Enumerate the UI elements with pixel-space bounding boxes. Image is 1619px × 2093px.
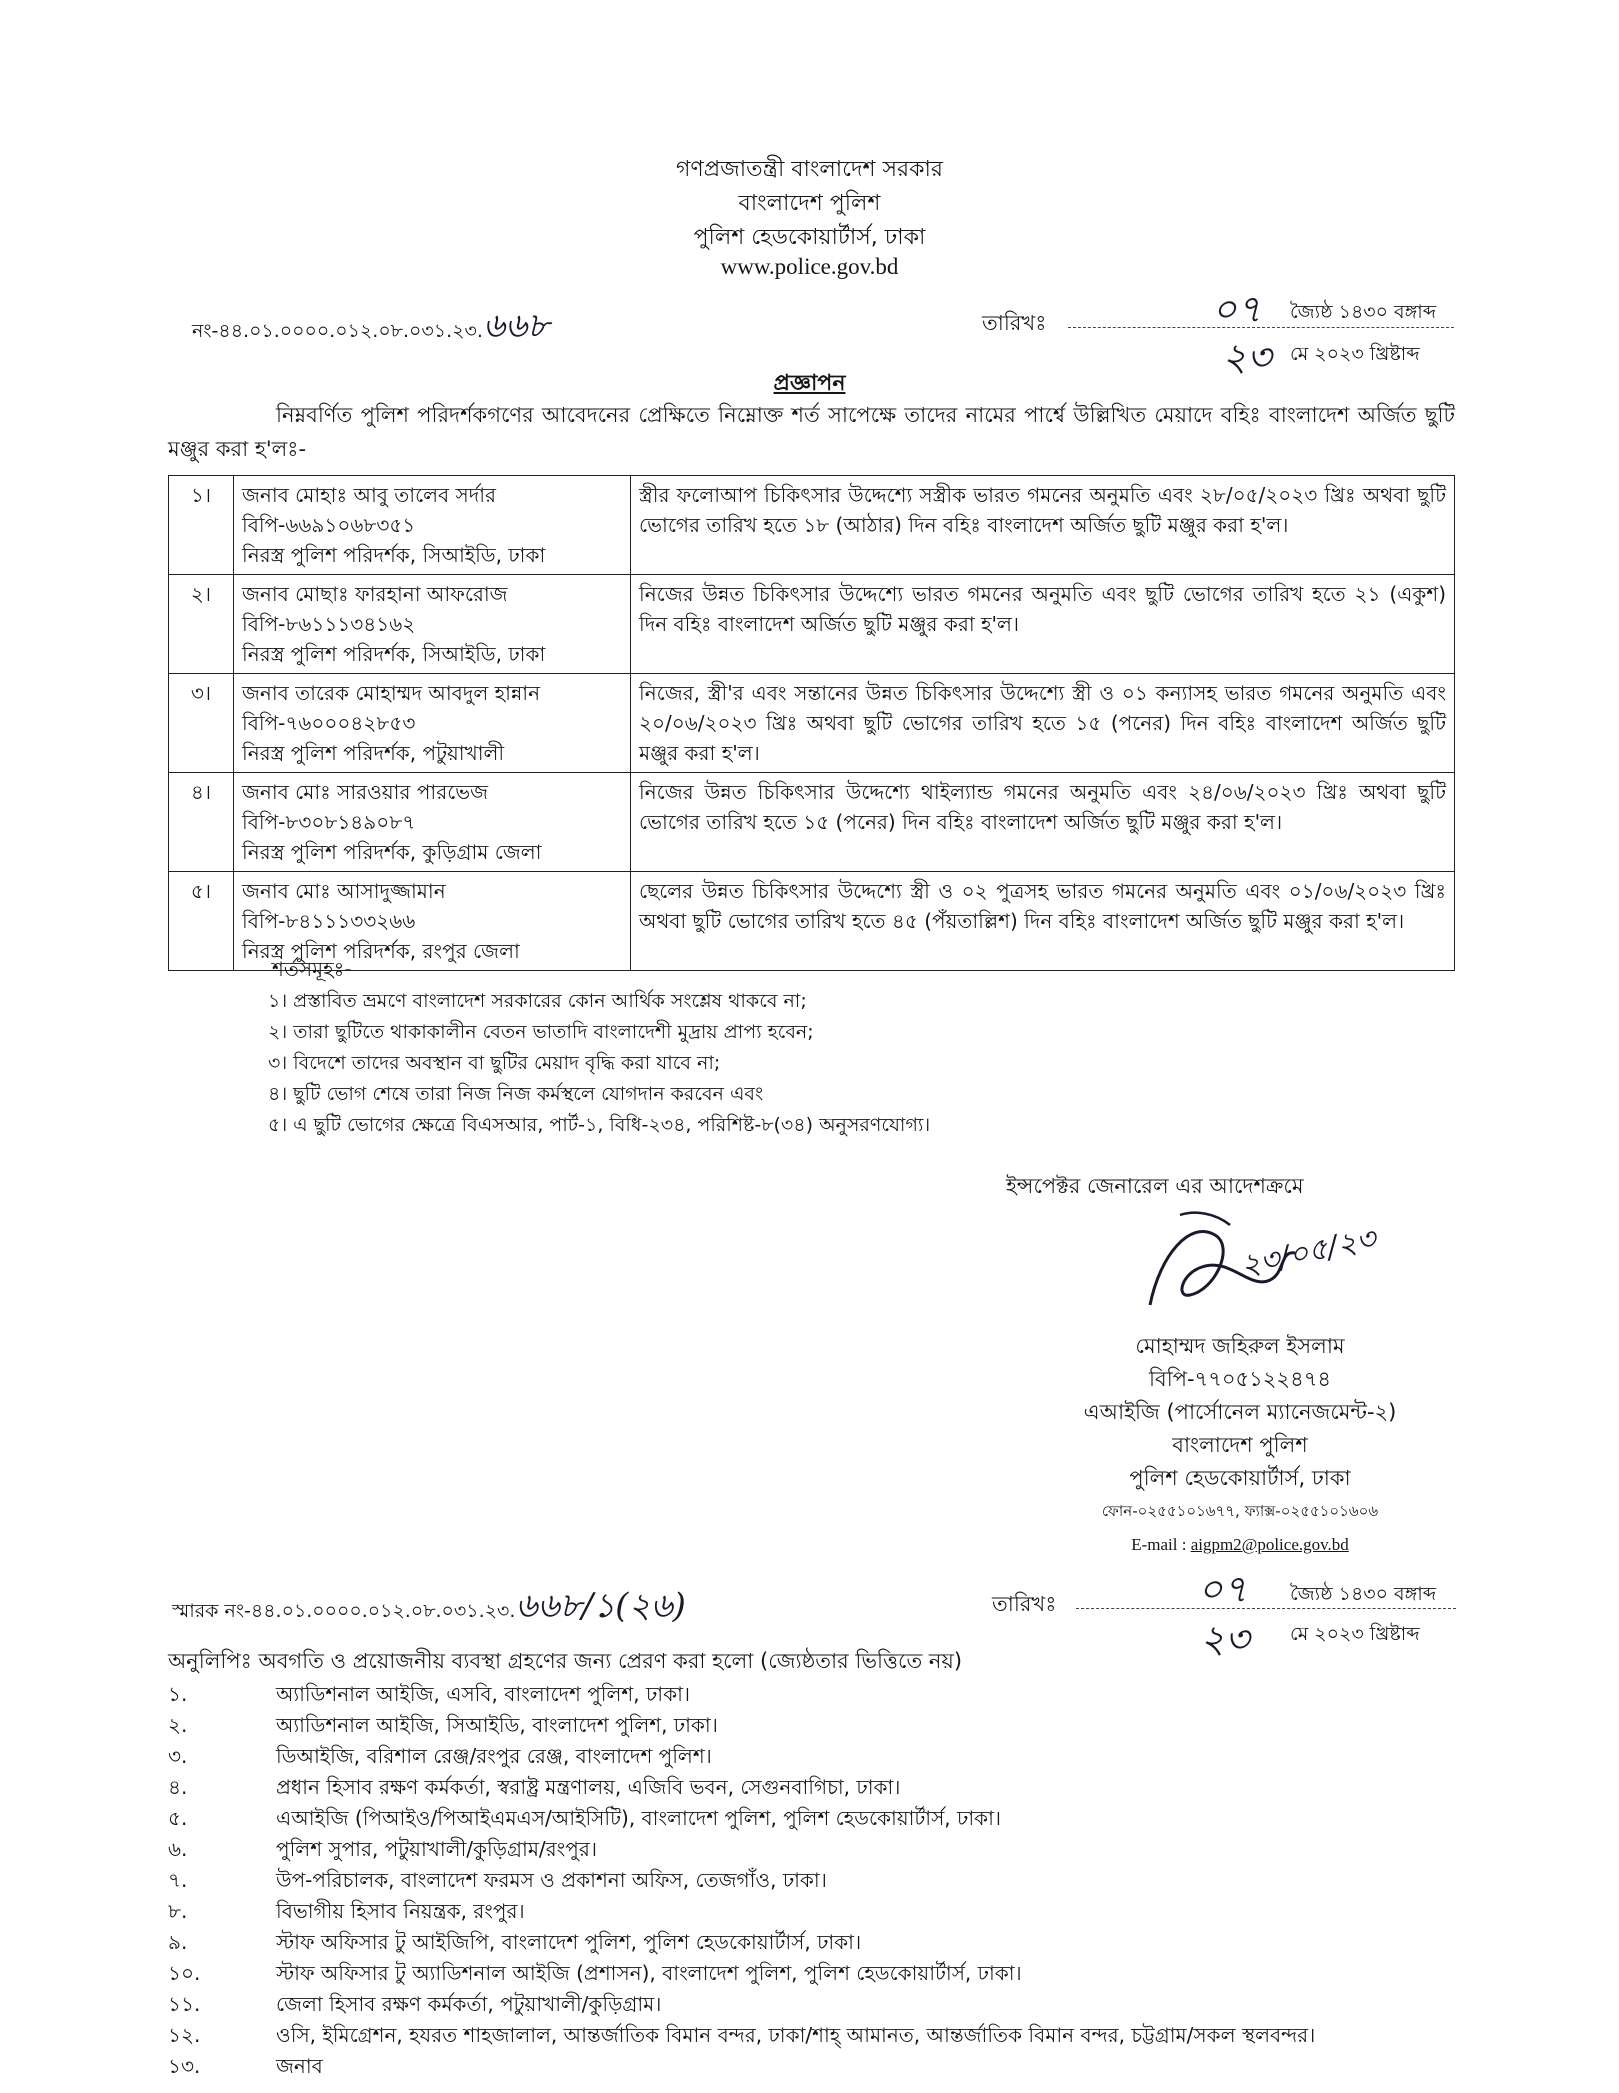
english-date-suffix: মে ২০২৩ খ্রিষ্টাব্দ xyxy=(1290,343,1420,365)
recipient-text: জনাব xyxy=(276,2054,323,2078)
recipient-item xyxy=(168,2052,323,2085)
recipient-number: ১৩. xyxy=(168,2054,201,2078)
recipient-item xyxy=(168,2021,1315,2054)
header-office: পুলিশ হেডকোয়ার্টার্স, ঢাকা xyxy=(693,225,926,250)
recipient-item xyxy=(168,1742,712,1775)
recipient-item xyxy=(168,1897,525,1930)
condition-item: ৩। বিদেশে তাদের অবস্থান বা ছুটির মেয়াদ বৃদ্ধি করা যাবে না; xyxy=(268,1052,721,1074)
recipient-number: ৯. xyxy=(168,1930,188,1954)
recipient-text: ডিআইজি, বরিশাল রেঞ্জ/রংপুর রেঞ্জ, বাংলাদেশ পুলিশ। xyxy=(276,1744,712,1768)
date-label: তারিখঃ xyxy=(982,311,1047,335)
condition-item: ১। প্রস্তাবিত ভ্রমণে বাংলাদেশ সরকারের কোন আর্থিক সংশ্লেষ থাকবে না; xyxy=(268,990,807,1012)
recipient-item xyxy=(168,1866,827,1899)
recipient-number: ১. xyxy=(168,1682,188,1706)
copy-memo-prefix: স্মারক নং-৪৪.০১.০০০০.০১২.০৮.০৩১.২৩. xyxy=(172,1600,516,1622)
condition-item: ৫। এ ছুটি ভোগের ক্ষেত্রে বিএসআর, পার্ট-১, বিধি-২৩৪, পরিশিষ্ট-৮(৩৪) অনুসরণযোগ্য। xyxy=(268,1114,931,1136)
recipient-item xyxy=(168,1804,1001,1837)
officer-name: জনাব মোঃ সারওয়ার পারভেজ xyxy=(242,780,489,804)
officer-cell xyxy=(234,674,631,773)
memo-number-handwritten: ৬৬৮ xyxy=(482,306,550,346)
officer-cell xyxy=(234,476,631,575)
leave-description: ছেলের উন্নত চিকিৎসার উদ্দেশ্যে স্ত্রী ও ০২ পুত্রসহ ভারত গমনের অনুমতি এবং ০১/০৬/২০২৩ খ্রিঃ অথবা ছুটি ভোগের তারিখ হতে ৪৫ (পঁয়তাল্লিশ) দিন বহিঃ বাংলাদেশ অর্জিত ছুটি মঞ্জুর করা হ'ল। xyxy=(631,872,1455,971)
conditions-heading: শর্তসমূহঃ- xyxy=(272,957,352,981)
email-link[interactable]: aigpm2@police.gov.bd xyxy=(1190,1535,1349,1554)
officer-cell xyxy=(234,575,631,674)
table-row xyxy=(169,872,1455,971)
recipient-number: ৩. xyxy=(168,1744,188,1768)
copy-english-date-suffix: মে ২০২৩ খ্রিষ্টাব্দ xyxy=(1290,1623,1420,1645)
recipient-item xyxy=(168,1711,718,1744)
officer-bp: বিপি-৮৬১১১৩৪১৬২ xyxy=(242,612,416,636)
leave-description: স্ত্রীর ফলোআপ চিকিৎসার উদ্দেশ্যে সস্ত্রীক ভারত গমনের অনুমতি এবং ২৮/০৫/২০২৩ খ্রিঃ অথবা ছুটি ভোগের তারিখ হতে ১৮ (আঠার) দিন বহিঃ বাংলাদেশ অর্জিত ছুটি মঞ্জুর করা হ'ল। xyxy=(631,476,1455,575)
row-number: ২। xyxy=(169,575,234,674)
header-website: www.police.gov.bd xyxy=(720,254,899,279)
recipient-item xyxy=(168,1990,661,2023)
leave-description: নিজের, স্ত্রী'র এবং সন্তানের উন্নত চিকিৎসার উদ্দেশ্যে স্ত্রী ও ০১ কন্যাসহ ভারত গমনের অনুমতি এবং ২০/০৬/২০২৩ খ্রিঃ অথবা ছুটি ভোগের তারিখ হতে ১৫ (পনের) দিন বহিঃ বাংলাদেশ অর্জিত ছুটি মঞ্জুর করা হ'ল। xyxy=(631,674,1455,773)
recipient-number: ১০. xyxy=(168,1961,201,1985)
signature-date: ২৩/০৫/২৩ xyxy=(1237,1221,1380,1284)
copy-bangla-day: ০৭ xyxy=(1198,1567,1248,1611)
officer-rank: নিরস্ত্র পুলিশ পরিদর্শক, সিআইডি, ঢাকা xyxy=(242,642,546,666)
copy-english-day: ২৩ xyxy=(1200,1617,1250,1661)
officer-name: জনাব মোহাঃ আবু তালেব সর্দার xyxy=(242,483,497,507)
row-number: ৪। xyxy=(169,773,234,872)
recipient-number: ৫. xyxy=(168,1806,188,1830)
table-row xyxy=(169,674,1455,773)
row-number: ৫। xyxy=(169,872,234,971)
intro-paragraph: নিম্নবর্ণিত পুলিশ পরিদর্শকগণের আবেদনের প্রেক্ষিতে নিম্নোক্ত শর্ত সাপেক্ষে তাদের নামের পার্শ্বে উল্লিখিত মেয়াদে বহিঃ বাংলাদেশ অর্জিত ছুটি মঞ্জুর করা হ'লঃ- xyxy=(168,403,1455,461)
bangla-day: ০৭ xyxy=(1212,287,1262,331)
conditions-list xyxy=(268,986,930,1141)
officer-name: জনাব তারেক মোহাম্মদ আবদুল হান্নান xyxy=(242,681,541,705)
header-org: বাংলাদেশ পুলিশ xyxy=(738,191,881,216)
officer-bp: বিপি-৭৬০০০৪২৮৫৩ xyxy=(242,711,416,735)
copy-heading: অনুলিপিঃ অবগতি ও প্রয়োজনীয় ব্যবস্থা গ্রহণের জন্য প্রেরণ করা হলো (জ্যেষ্ঠতার ভিত্তিতে নয়) xyxy=(168,1649,963,1673)
signatory-org: বাংলাদেশ পুলিশ xyxy=(1172,1433,1308,1457)
leave-description: নিজের উন্নত চিকিৎসার উদ্দেশ্যে থাইল্যান্ড গমনের অনুমতি এবং ২৪/০৬/২০২৩ খ্রিঃ অথবা ছুটি ভোগের তারিখ হতে ১৫ (পনের) দিন বহিঃ বাংলাদেশ অর্জিত ছুটি মঞ্জুর করা হ'ল। xyxy=(631,773,1455,872)
condition-item: ৪। ছুটি ভোগ শেষে তারা নিজ নিজ কর্মস্থলে যোগদান করবেন এবং xyxy=(268,1083,764,1105)
recipient-number: ১২. xyxy=(168,2023,201,2047)
table-row xyxy=(169,476,1455,575)
officer-rank: নিরস্ত্র পুলিশ পরিদর্শক, পটুয়াখালী xyxy=(242,741,505,765)
page-title: প্রজ্ঞাপন xyxy=(773,371,846,396)
recipient-item xyxy=(168,1959,1022,1992)
recipient-text: এআইজি (পিআইও/পিআইএমএস/আইসিটি), বাংলাদেশ পুলিশ, পুলিশ হেডকোয়ার্টার্স, ঢাকা। xyxy=(276,1806,1002,1830)
leave-table xyxy=(168,475,1455,971)
recipient-text: স্টাফ অফিসার টু অ্যাডিশনাল আইজি (প্রশাসন), বাংলাদেশ পুলিশ, পুলিশ হেডকোয়ার্টার্স, ঢাকা। xyxy=(276,1961,1022,1985)
recipient-number: ২. xyxy=(168,1713,188,1737)
recipient-text: স্টাফ অফিসার টু আইজিপি, বাংলাদেশ পুলিশ, পুলিশ হেডকোয়ার্টার্স, ঢাকা। xyxy=(276,1930,862,1954)
english-day: ২৩ xyxy=(1222,335,1272,379)
copy-memo-number xyxy=(172,1580,686,1637)
officer-rank: নিরস্ত্র পুলিশ পরিদর্শক, কুড়িগ্রাম জেলা xyxy=(242,840,542,864)
memo-number xyxy=(192,300,549,357)
recipient-number: ৪. xyxy=(168,1775,188,1799)
bangla-date-suffix: জ্যৈষ্ঠ ১৪৩০ বঙ্গাব্দ xyxy=(1290,301,1437,323)
signatory-designation: এআইজি (পার্সোনেল ম্যানেজমেন্ট-২) xyxy=(1083,1400,1397,1424)
signatory-block xyxy=(1000,1330,1480,1561)
table-row xyxy=(169,575,1455,674)
officer-rank: নিরস্ত্র পুলিশ পরিদর্শক, সিআইডি, ঢাকা xyxy=(242,543,546,567)
officer-name: জনাব মোছাঃ ফারহানা আফরোজ xyxy=(242,582,508,606)
recipient-number: ৭. xyxy=(168,1868,188,1892)
copy-date-label: তারিখঃ xyxy=(992,1592,1057,1616)
officer-rank: নিরস্ত্র পুলিশ পরিদর্শক, রংপুর জেলা xyxy=(242,939,520,963)
table-row xyxy=(169,773,1455,872)
recipient-number: ৮. xyxy=(168,1899,188,1923)
recipient-item xyxy=(168,1835,597,1868)
officer-name: জনাব মোঃ আসাদুজ্জামান xyxy=(242,879,446,903)
recipient-text: ওসি, ইমিগ্রেশন, হযরত শাহজালাল, আন্তর্জাতিক বিমান বন্দর, ঢাকা/শাহ্ আমানত, আন্তর্জাতিক বিমান বন্দর, চট্টগ্রাম/সকল স্থলবন্দর। xyxy=(276,2023,1316,2047)
recipient-text: পুলিশ সুপার, পটুয়াখালী/কুড়িগ্রাম/রংপুর। xyxy=(276,1837,598,1861)
signatory-bp: বিপি-৭৭০৫১২২৪৭৪ xyxy=(1149,1367,1331,1391)
signatory-phone: ফোন-০২৫৫১০১৬৭৭, ফ্যাক্স-০২৫৫১০১৬০৬ xyxy=(1101,1502,1379,1520)
leave-description: নিজের উন্নত চিকিৎসার উদ্দেশ্যে ভারত গমনের অনুমতি এবং ছুটি ভোগের তারিখ হতে ২১ (একুশ) দিন বহিঃ বাংলাদেশ অর্জিত ছুটি মঞ্জুর করা হ'ল। xyxy=(631,575,1455,674)
email-label: E-mail : xyxy=(1131,1535,1187,1554)
officer-bp: বিপি-৬৬৯১০৬৮৩৫১ xyxy=(242,513,416,537)
recipient-text: জেলা হিসাব রক্ষণ কর্মকর্তা, পটুয়াখালী/কুড়িগ্রাম। xyxy=(276,1992,662,2016)
recipient-text: প্রধান হিসাব রক্ষণ কর্মকর্তা, স্বরাষ্ট্র মন্ত্রণালয়, এজিবি ভবন, সেগুনবাগিচা, ঢাকা। xyxy=(276,1775,901,1799)
officer-bp: বিপি-৮৩০৮১৪৯০৮৭ xyxy=(242,810,416,834)
officer-bp: বিপি-৮৪১১১৩৩২৬৬ xyxy=(242,909,416,933)
recipient-text: অ্যাডিশনাল আইজি, সিআইডি, বাংলাদেশ পুলিশ, ঢাকা। xyxy=(276,1713,718,1737)
condition-item: ২। তারা ছুটিতে থাকাকালীন বেতন ভাতাদি বাংলাদেশী মুদ্রায় প্রাপ্য হবেন; xyxy=(268,1021,814,1043)
copy-memo-handwritten: ৬৬৮/১(২৬) xyxy=(515,1586,686,1626)
officer-cell xyxy=(234,773,631,872)
memo-number-prefix: নং-৪৪.০১.০০০০.০১২.০৮.০৩১.২৩. xyxy=(192,320,483,342)
order-line: ইন্সপেক্টর জেনারেল এর আদেশক্রমে xyxy=(1006,1174,1304,1198)
row-number: ১। xyxy=(169,476,234,575)
signatory-office: পুলিশ হেডকোয়ার্টার্স, ঢাকা xyxy=(1129,1466,1351,1490)
recipient-text: বিভাগীয় হিসাব নিয়ন্ত্রক, রংপুর। xyxy=(276,1899,525,1923)
recipient-item xyxy=(168,1928,861,1961)
recipient-text: অ্যাডিশনাল আইজি, এসবি, বাংলাদেশ পুলিশ, ঢাকা। xyxy=(276,1682,691,1706)
recipient-number: ৬. xyxy=(168,1837,188,1861)
recipient-item xyxy=(168,1773,900,1806)
signatory-email-line xyxy=(1000,1528,1480,1561)
copy-bangla-date-suffix: জ্যৈষ্ঠ ১৪৩০ বঙ্গাব্দ xyxy=(1290,1583,1437,1605)
header-government: গণপ্রজাতন্ত্রী বাংলাদেশ সরকার xyxy=(675,157,944,182)
signatory-name: মোহাম্মদ জহিরুল ইসলাম xyxy=(1135,1334,1345,1358)
recipient-number: ১১. xyxy=(168,1992,201,2016)
recipient-text: উপ-পরিচালক, বাংলাদেশ ফরমস ও প্রকাশনা অফিস, তেজগাঁও, ঢাকা। xyxy=(276,1868,827,1892)
row-number: ৩। xyxy=(169,674,234,773)
recipient-item xyxy=(168,1680,690,1713)
